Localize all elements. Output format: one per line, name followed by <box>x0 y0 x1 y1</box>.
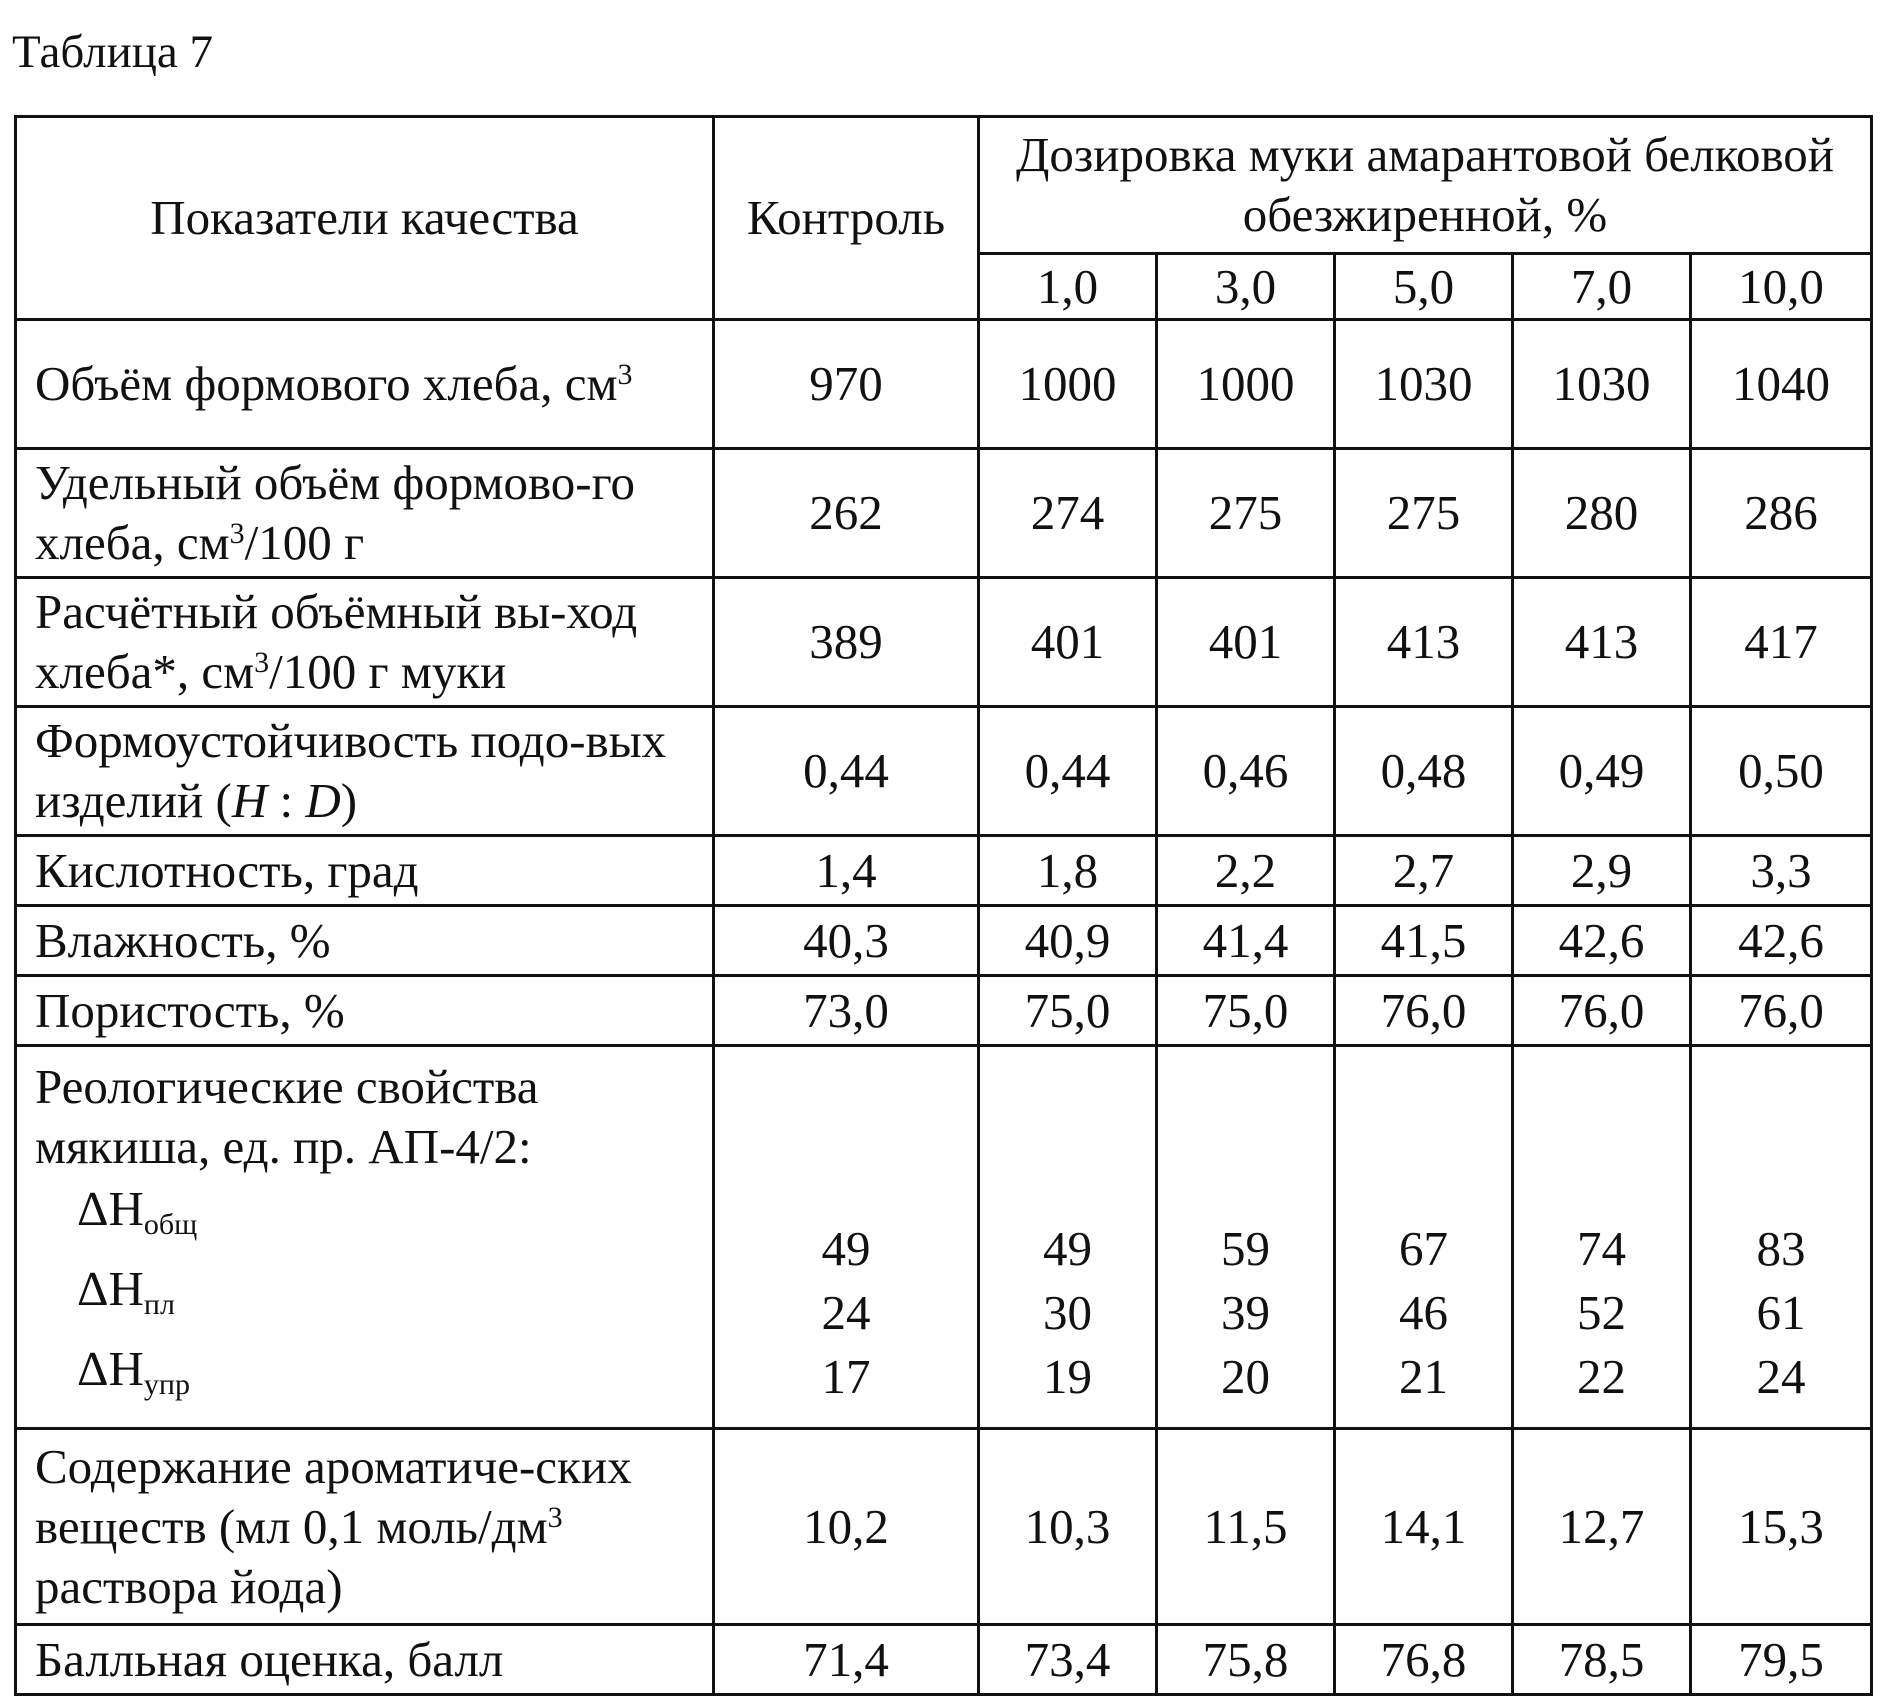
cell-value: 1,4 <box>714 836 979 906</box>
cell-value: 76,0 <box>1335 976 1513 1046</box>
header-dosage: 7,0 <box>1513 254 1691 320</box>
cell-value: 1000 <box>1157 320 1335 449</box>
row-label-yield: Расчётный объёмный вы-ход хлеба*, $см^3/100$ г муки <box>16 578 714 707</box>
cell-value: 76,0 <box>1691 976 1872 1046</box>
header-dosage: 3,0 <box>1157 254 1335 320</box>
cell-value: 1,8 <box>979 836 1157 906</box>
rheology-sub-label: $\Delta H_{упр}$ <box>77 1341 190 1401</box>
cell-value: 274 <box>979 449 1157 578</box>
cell-value: 12,7 <box>1513 1429 1691 1625</box>
cell-value: 15,3 <box>1691 1429 1872 1625</box>
cell-value: 286 <box>1691 449 1872 578</box>
cell-value: 10,3 <box>979 1429 1157 1625</box>
cell-value: 3,3 <box>1691 836 1872 906</box>
row-label-specific-volume: Удельный объём формово-го хлеба, $см^3/100$ г <box>16 449 714 578</box>
cell-value: 0,49 <box>1513 707 1691 836</box>
table-row <box>16 976 1872 1046</box>
cell-value: 40,9 <box>979 906 1157 976</box>
row-label-porosity: Пористость, % <box>16 976 714 1046</box>
cell-value-group: 74 52 22 <box>1513 1046 1691 1429</box>
cell-value: 2,9 <box>1513 836 1691 906</box>
cell-value: 0,50 <box>1691 707 1872 836</box>
cell-value: 79,5 <box>1691 1625 1872 1695</box>
header-dosage: 5,0 <box>1335 254 1513 320</box>
row-label-acidity: Кислотность, град <box>16 836 714 906</box>
cell-value: 10,2 <box>714 1429 979 1625</box>
table-row <box>16 1046 1872 1429</box>
cell-value: 1000 <box>979 320 1157 449</box>
quality-table <box>14 115 1873 1696</box>
header-dosage-group: Дозировка муки амарантовой белковой обезжиренной, % <box>979 117 1872 254</box>
cell-value: 0,48 <box>1335 707 1513 836</box>
row-label-volume: Объём формового хлеба, $см^3$ <box>16 320 714 449</box>
cell-value: 275 <box>1335 449 1513 578</box>
cell-value: 0,44 <box>714 707 979 836</box>
table-row <box>16 1625 1872 1695</box>
cell-value: 970 <box>714 320 979 449</box>
row-label-shape-stability: Формоустойчивость подо-вых изделий (H : D) <box>16 707 714 836</box>
cell-value: 2,2 <box>1157 836 1335 906</box>
cell-value: 75,0 <box>1157 976 1335 1046</box>
cell-value: 1030 <box>1513 320 1691 449</box>
row-label-moisture: Влажность, % <box>16 906 714 976</box>
table-caption: Таблица 7 <box>12 26 214 78</box>
table-row <box>16 320 1872 449</box>
cell-value: 389 <box>714 578 979 707</box>
cell-value-group: 49 24 17 <box>714 1046 979 1429</box>
header-dosage: 10,0 <box>1691 254 1872 320</box>
cell-value: 275 <box>1157 449 1335 578</box>
cell-value: 76,0 <box>1513 976 1691 1046</box>
cell-value: 73,0 <box>714 976 979 1046</box>
cell-value-group: 83 61 24 <box>1691 1046 1872 1429</box>
cell-value-group: 67 46 21 <box>1335 1046 1513 1429</box>
header-control: Контроль <box>714 117 979 320</box>
cell-value: 401 <box>1157 578 1335 707</box>
cell-value: 14,1 <box>1335 1429 1513 1625</box>
cell-value: 41,4 <box>1157 906 1335 976</box>
cell-value: 41,5 <box>1335 906 1513 976</box>
cell-value: 40,3 <box>714 906 979 976</box>
cell-value: 417 <box>1691 578 1872 707</box>
cell-value: 262 <box>714 449 979 578</box>
table-row <box>16 836 1872 906</box>
row-label-score: Балльная оценка, балл <box>16 1625 714 1695</box>
rheology-sub-label: $\Delta H_{пл}$ <box>77 1261 175 1321</box>
cell-value: 401 <box>979 578 1157 707</box>
cell-value: 280 <box>1513 449 1691 578</box>
cell-value: 11,5 <box>1157 1429 1335 1625</box>
rheology-sub-label: $\Delta H_{общ}$ <box>77 1181 198 1241</box>
table-row <box>16 1429 1872 1625</box>
table-row <box>16 906 1872 976</box>
cell-value: 42,6 <box>1691 906 1872 976</box>
cell-value: 413 <box>1513 578 1691 707</box>
cell-value-group: 59 39 20 <box>1157 1046 1335 1429</box>
cell-value: 42,6 <box>1513 906 1691 976</box>
cell-value: 413 <box>1335 578 1513 707</box>
cell-value: 1040 <box>1691 320 1872 449</box>
header-dosage: 1,0 <box>979 254 1157 320</box>
cell-value: 71,4 <box>714 1625 979 1695</box>
cell-value: 1030 <box>1335 320 1513 449</box>
header-indicators: Показатели качества <box>16 117 714 320</box>
cell-value: 73,4 <box>979 1625 1157 1695</box>
table-row <box>16 578 1872 707</box>
cell-value: 2,7 <box>1335 836 1513 906</box>
table-row <box>16 449 1872 578</box>
cell-value: 78,5 <box>1513 1625 1691 1695</box>
header-row <box>16 117 1872 254</box>
row-label-aroma: Содержание ароматиче-ских веществ (мл 0,1 моль/$дм^3$ раствора йода) <box>16 1429 714 1625</box>
cell-value: 75,0 <box>979 976 1157 1046</box>
cell-value: 0,44 <box>979 707 1157 836</box>
row-label-rheology: Реологические свойства мякиша, ед. пр. АП-4/2: $\Delta H_{общ}$ $\Delta H_{пл}$ $\Delta H_{упр}$ <box>16 1046 714 1429</box>
cell-value: 0,46 <box>1157 707 1335 836</box>
table-row <box>16 707 1872 836</box>
cell-value: 75,8 <box>1157 1625 1335 1695</box>
cell-value-group: 49 30 19 <box>979 1046 1157 1429</box>
cell-value: 76,8 <box>1335 1625 1513 1695</box>
